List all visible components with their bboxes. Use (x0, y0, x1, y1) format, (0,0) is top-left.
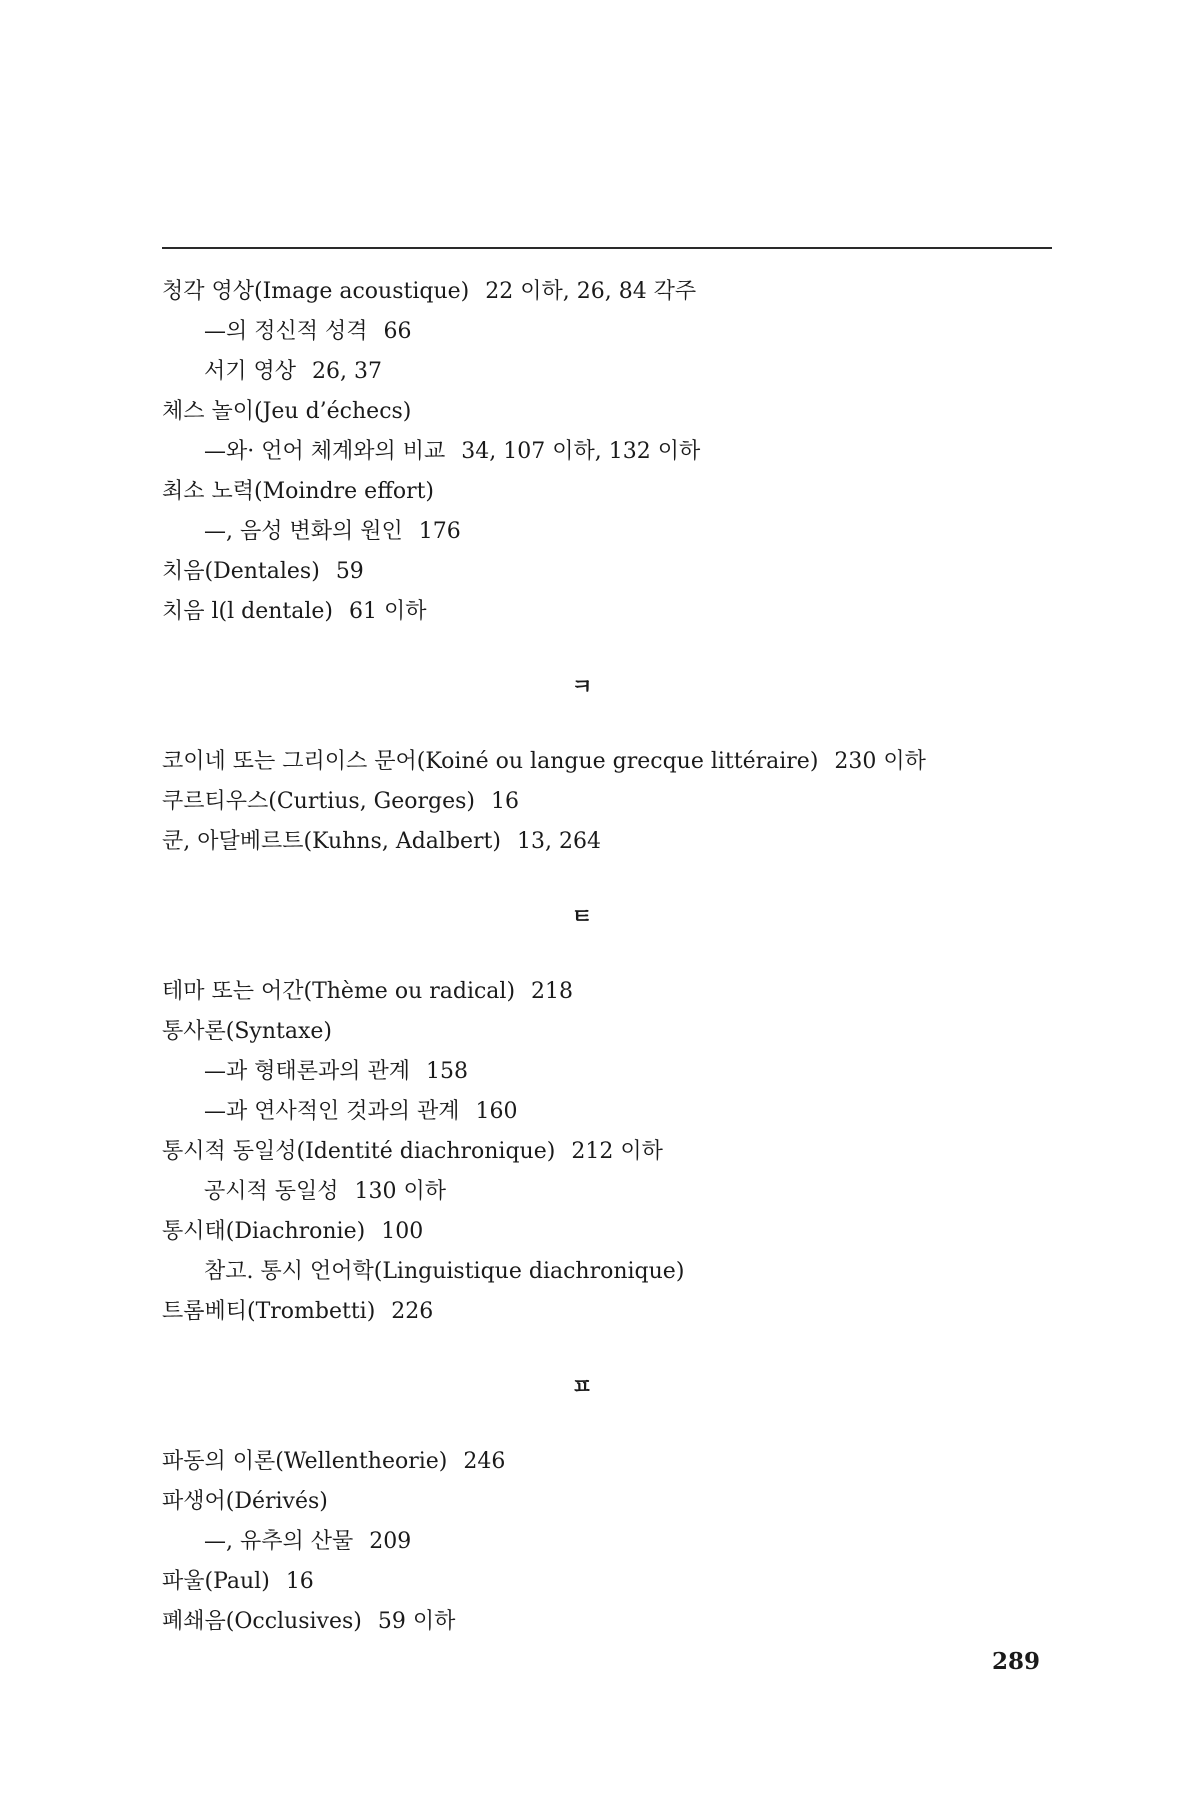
index-section (162, 272, 1062, 632)
index-entry (162, 1132, 1062, 1172)
index-subentry (162, 1092, 1062, 1132)
index-entry (162, 1562, 1062, 1602)
entry-term: 파생어(Dérivés) (162, 1489, 328, 1514)
entry-pages: 226 (391, 1299, 434, 1324)
entry-pages: 176 (418, 519, 461, 544)
index-subentry (162, 1252, 1062, 1292)
index-section (162, 898, 1062, 1332)
index-entry (162, 1482, 1062, 1522)
section-heading: ㅋ (571, 675, 593, 700)
entry-term: 파울(Paul) (162, 1569, 270, 1594)
index-entry (162, 272, 1062, 312)
entry-term: 참고. 통시 언어학(Linguistique diachronique) (204, 1259, 685, 1284)
entry-term: 테마 또는 어간(Thème ou radical) (162, 979, 516, 1004)
entry-pages: 230 이하 (834, 749, 926, 774)
entry-term: 통사론(Syntaxe) (162, 1019, 332, 1044)
index-content (162, 272, 1062, 1642)
section-heading: ㅌ (571, 905, 593, 930)
entry-term: 체스 놀이(Jeu d’échecs) (162, 399, 412, 424)
entry-pages: 100 (381, 1219, 424, 1244)
entry-term: 코이네 또는 그리이스 문어(Koiné ou langue grecque littéraire) (162, 749, 819, 774)
index-entry (162, 392, 1062, 432)
index-subentry (162, 352, 1062, 392)
index-subentry (162, 512, 1062, 552)
entry-pages: 59 이하 (377, 1609, 456, 1634)
index-subentry (162, 1522, 1062, 1562)
entry-term: 치음 l(l dentale) (162, 599, 334, 624)
index-subentry (162, 1052, 1062, 1092)
entry-pages: 209 (369, 1529, 412, 1554)
index-entry (162, 592, 1062, 632)
entry-pages: 218 (531, 979, 574, 1004)
entry-term: 통시적 동일성(Identité diachronique) (162, 1139, 556, 1164)
index-entry (162, 1442, 1062, 1482)
entry-pages: 34, 107 이하, 132 이하 (461, 439, 701, 464)
entry-pages: 158 (426, 1059, 469, 1084)
index-entry (162, 472, 1062, 512)
index-subentry (162, 432, 1062, 472)
entry-term: 공시적 동일성 (204, 1179, 339, 1204)
index-section (162, 1368, 1062, 1642)
entry-pages: 22 이하, 26, 84 각주 (485, 279, 697, 304)
entry-term: —과 연사적인 것과의 관계 (204, 1099, 460, 1124)
entry-term: —의 정신적 성격 (204, 319, 368, 344)
entry-pages: 212 이하 (571, 1139, 663, 1164)
index-subentry (162, 1172, 1062, 1212)
entry-term: 쿠르티우스(Curtius, Georges) (162, 789, 476, 814)
entry-pages: 160 (475, 1099, 518, 1124)
index-entry (162, 1292, 1062, 1332)
entry-pages: 66 (383, 319, 412, 344)
index-subentry (162, 312, 1062, 352)
entry-term: —와· 언어 체계와의 비교 (204, 439, 446, 464)
entry-term: 서기 영상 (204, 359, 297, 384)
entry-pages: 61 이하 (349, 599, 427, 624)
entry-pages: 26, 37 (312, 359, 382, 384)
entry-pages: 59 (335, 559, 364, 584)
index-section (162, 668, 1062, 862)
index-entry (162, 782, 1062, 822)
entry-pages: 130 이하 (354, 1179, 447, 1204)
entry-term: —, 음성 변화의 원인 (204, 519, 403, 544)
entry-term: 파동의 이론(Wellentheorie) (162, 1449, 448, 1474)
index-entry (162, 822, 1062, 862)
entry-term: 트롬베티(Trombetti) (162, 1299, 376, 1324)
entry-term: 통시태(Diachronie) (162, 1219, 366, 1244)
index-entry (162, 1012, 1062, 1052)
entry-term: 쿤, 아달베르트(Kuhns, Adalbert) (162, 829, 501, 854)
section-heading: ㅍ (571, 1375, 593, 1400)
entry-pages: 16 (285, 1569, 314, 1594)
page-number: 289 (991, 1648, 1040, 1675)
entry-term: —, 유추의 산물 (204, 1529, 354, 1554)
entry-pages: 16 (491, 789, 520, 814)
entry-term: 청각 영상(Image acoustique) (162, 279, 470, 304)
entry-term: 치음(Dentales) (162, 559, 320, 584)
entry-term: 최소 노력(Moindre effort) (162, 479, 435, 504)
index-entry (162, 1602, 1062, 1642)
index-entry (162, 742, 1062, 782)
entry-term: —과 형태론과의 관계 (204, 1059, 411, 1084)
index-entry (162, 972, 1062, 1012)
entry-pages: 246 (463, 1449, 506, 1474)
entry-term: 폐쇄음(Occlusives) (162, 1609, 362, 1634)
header-rule (162, 247, 1052, 249)
index-entry (162, 552, 1062, 592)
entry-pages: 13, 264 (516, 829, 601, 854)
index-entry (162, 1212, 1062, 1252)
